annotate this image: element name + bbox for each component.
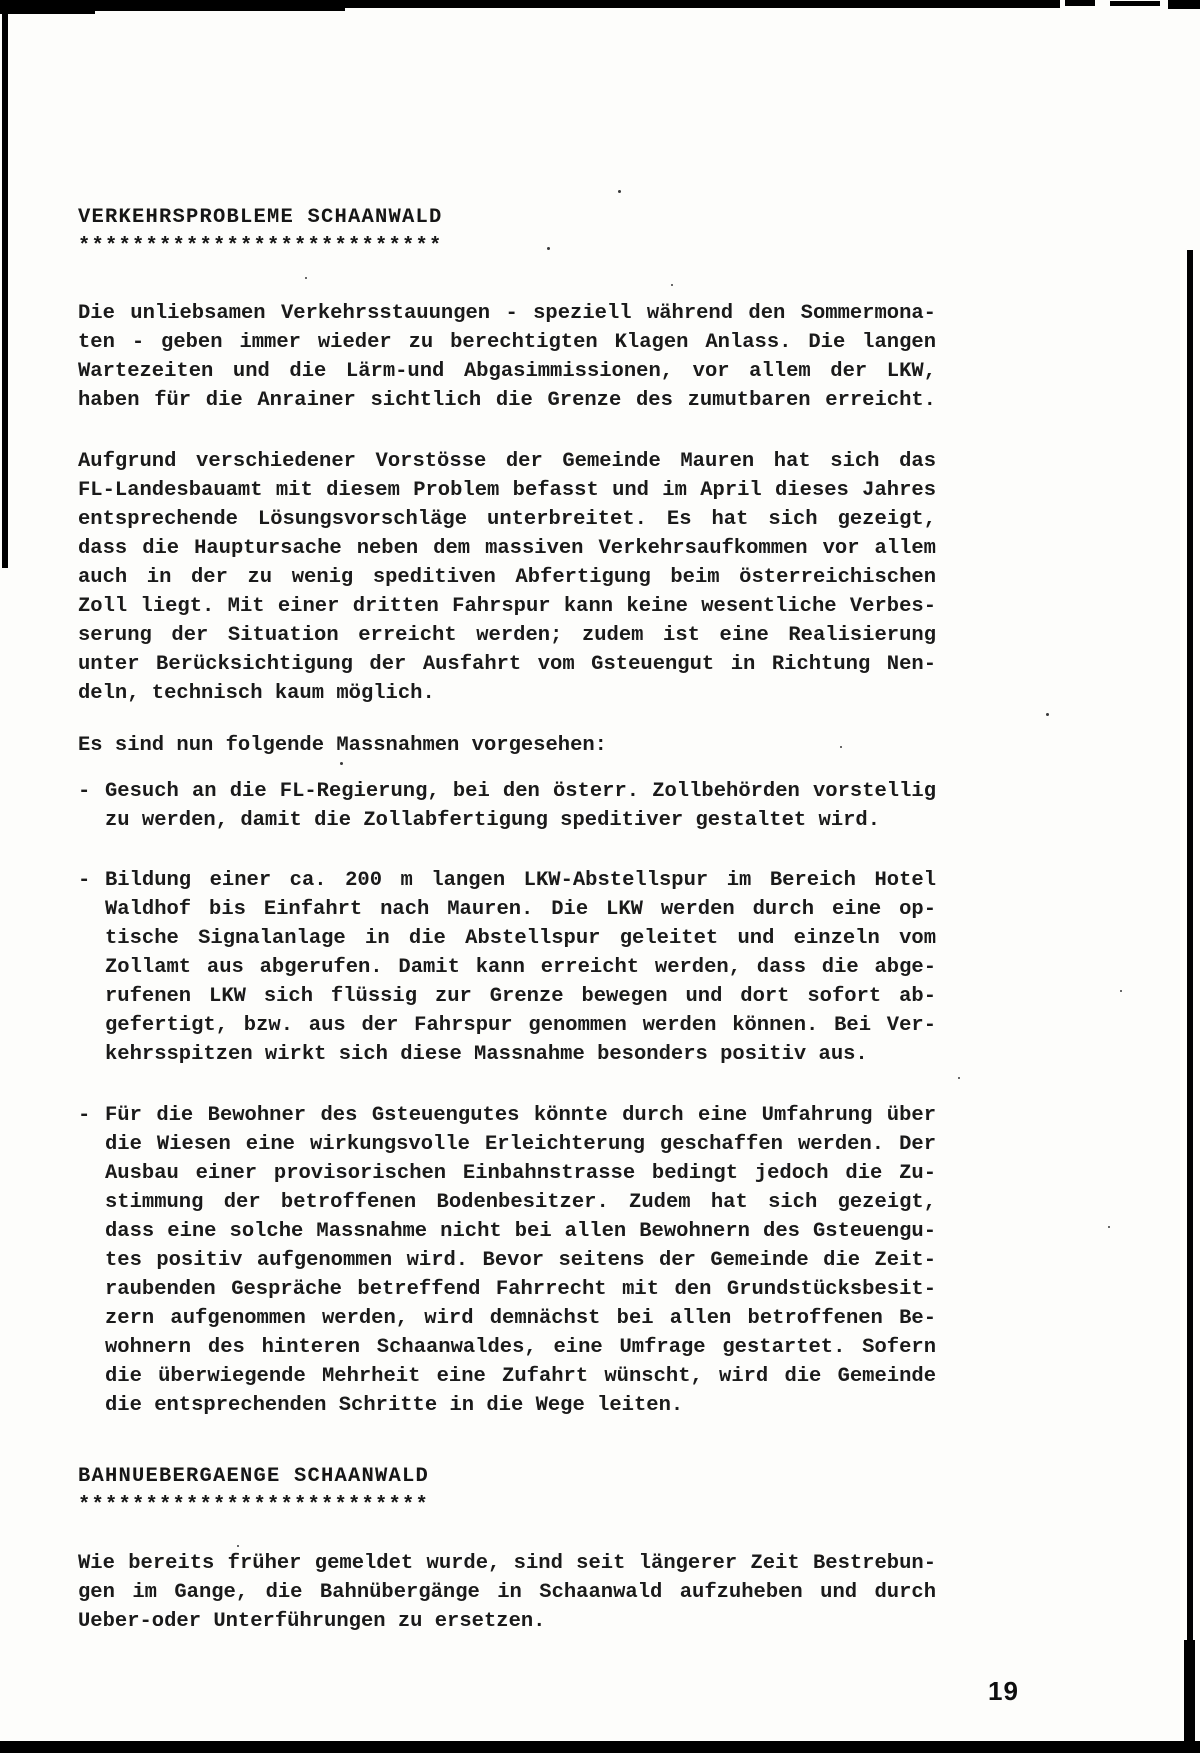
scan-speck bbox=[840, 746, 842, 748]
scan-artifact-bottom-edge bbox=[0, 1741, 1200, 1753]
text-line: serung der Situation erreicht werden; zudem ist eine Realisierung bbox=[78, 624, 936, 647]
text-line: Ueber-oder Unterführungen zu ersetzen. bbox=[78, 1610, 546, 1633]
scan-speck bbox=[237, 1545, 239, 1547]
bullet-item bbox=[78, 1101, 936, 1420]
text-line: Aufgrund verschiedener Vorstösse der Gemeinde Mauren hat sich das bbox=[78, 450, 936, 473]
scan-artifact-left-edge bbox=[2, 0, 8, 568]
bullet-item bbox=[78, 866, 936, 1069]
bullet-marker: - bbox=[78, 1104, 91, 1127]
scan-speck bbox=[618, 190, 621, 193]
text-line: rufenen LKW sich flüssig zur Grenze bewegen und dort sofort ab- bbox=[105, 985, 936, 1008]
text-line: FL-Landesbauamt mit diesem Problem befasst und im April dieses Jahres bbox=[78, 479, 936, 502]
bullet-text bbox=[105, 866, 936, 1069]
bullet-text bbox=[105, 777, 936, 835]
section-heading-bahnuebergaenge bbox=[78, 1462, 936, 1520]
paragraph bbox=[78, 299, 936, 415]
text-line: wohnern des hinteren Schaanwaldes, eine Umfrage gestartet. Sofern bbox=[105, 1336, 936, 1359]
text-line: Ausbau einer provisorischen Einbahnstrasse bedingt jedoch die Zu- bbox=[105, 1162, 936, 1185]
scan-artifact-right-edge bbox=[1184, 1640, 1195, 1753]
text-line: tische Signalanlage in die Abstellspur geleitet und einzeln vom bbox=[105, 927, 936, 950]
scan-speck bbox=[958, 1077, 960, 1079]
text-line: ten - geben immer wieder zu berechtigten Klagen Anlass. Die langen bbox=[78, 331, 936, 354]
text-line: raubenden Gespräche betreffend Fahrrecht mit den Grundstücksbesit- bbox=[105, 1278, 936, 1301]
text-line: die überwiegende Mehrheit eine Zufahrt wünscht, wird die Gemeinde bbox=[105, 1365, 936, 1388]
text-line: zu werden, damit die Zollabfertigung speditiver gestaltet wird. bbox=[105, 809, 881, 832]
text-line: Wie bereits früher gemeldet wurde, sind seit längerer Zeit Bestrebun- bbox=[78, 1552, 936, 1575]
text-line: Wartezeiten und die Lärm-und Abgasimmissionen, vor allem der LKW, bbox=[78, 360, 936, 383]
text-line: deln, technisch kaum möglich. bbox=[78, 682, 435, 705]
text-line: unter Berücksichtigung der Ausfahrt vom Gsteuengut in Richtung Nen- bbox=[78, 653, 936, 676]
scan-speck bbox=[305, 277, 307, 279]
text-line: gen im Gange, die Bahnübergänge in Schaanwald aufzuheben und durch bbox=[78, 1581, 936, 1604]
section-heading-verkehrsprobleme bbox=[78, 203, 936, 261]
text-line: dass die Hauptursache neben dem massiven Verkehrsaufkommen vor allem bbox=[78, 537, 936, 560]
text-line: auch in der zu wenig speditiven Abfertigung beim österreichischen bbox=[78, 566, 936, 589]
section-underline: *************************** bbox=[78, 235, 443, 258]
text-line: die Wiesen eine wirkungsvolle Erleichterung geschaffen werden. Der bbox=[105, 1133, 936, 1156]
scan-artifact-top bbox=[345, 0, 1060, 8]
text-line: gefertigt, bzw. aus der Fahrspur genommen werden können. Bei Ver- bbox=[105, 1014, 936, 1037]
text-line: kehrsspitzen wirkt sich diese Massnahme besonders positiv aus. bbox=[105, 1043, 868, 1066]
text-line: stimmung der betroffenen Bodenbesitzer. Zudem hat sich gezeigt, bbox=[105, 1191, 936, 1214]
text-line: Die unliebsamen Verkehrsstauungen - speziell während den Sommermona- bbox=[78, 302, 936, 325]
bullet-text bbox=[105, 1101, 936, 1420]
text-line: Waldhof bis Einfahrt nach Mauren. Die LKW werden durch eine op- bbox=[105, 898, 936, 921]
text-line: tes positiv aufgenommen wird. Bevor seitens der Gemeinde die Zeit- bbox=[105, 1249, 936, 1272]
text-line: Gesuch an die FL-Regierung, bei den österr. Zollbehörden vorstellig bbox=[105, 780, 936, 803]
text-line: Es sind nun folgende Massnahmen vorgesehen: bbox=[78, 734, 607, 757]
scan-speck bbox=[340, 762, 343, 765]
section-title: BAHNUEBERGAENGE SCHAANWALD bbox=[78, 1465, 430, 1488]
text-line: Zoll liegt. Mit einer dritten Fahrspur kann keine wesentliche Verbes- bbox=[78, 595, 936, 618]
text-line: Bildung einer ca. 200 m langen LKW-Abstellspur im Bereich Hotel bbox=[105, 869, 936, 892]
scan-speck bbox=[547, 247, 550, 250]
paragraph bbox=[78, 447, 936, 708]
text-line: zern aufgenommen werden, wird demnächst bei allen betroffenen Be- bbox=[105, 1307, 936, 1330]
scan-speck bbox=[1108, 1226, 1110, 1228]
text-line: entsprechende Lösungsvorschläge unterbreitet. Es hat sich gezeigt, bbox=[78, 508, 936, 531]
text-line: Zollamt aus abgerufen. Damit kann erreicht werden, dass die abge- bbox=[105, 956, 936, 979]
section-title: VERKEHRSPROBLEME SCHAANWALD bbox=[78, 206, 443, 229]
scan-artifact-right-edge bbox=[1187, 250, 1193, 1640]
text-line: Für die Bewohner des Gsteuengutes könnte durch eine Umfahrung über bbox=[105, 1104, 936, 1127]
page-number: 19 bbox=[988, 1676, 1019, 1706]
scan-artifact-top bbox=[0, 0, 345, 11]
text-line: haben für die Anrainer sichtlich die Grenze des zumutbaren erreicht. bbox=[78, 389, 936, 412]
scan-speck bbox=[1120, 990, 1122, 992]
paragraph bbox=[78, 1549, 936, 1636]
scan-artifact-top bbox=[1168, 0, 1200, 9]
bullet-item bbox=[78, 777, 936, 835]
bullet-marker: - bbox=[78, 869, 91, 892]
scan-artifact-top bbox=[1110, 1, 1160, 6]
section-underline: ************************** bbox=[78, 1494, 430, 1517]
scan-speck bbox=[1046, 713, 1049, 716]
text-line: dass eine solche Massnahme nicht bei allen Bewohnern des Gsteuengu- bbox=[105, 1220, 936, 1243]
bullet-marker: - bbox=[78, 780, 91, 803]
paragraph-intro bbox=[78, 731, 936, 760]
scan-artifact-top bbox=[1065, 0, 1095, 6]
text-line: die entsprechenden Schritte in die Wege leiten. bbox=[105, 1394, 684, 1417]
scan-speck bbox=[671, 284, 673, 286]
